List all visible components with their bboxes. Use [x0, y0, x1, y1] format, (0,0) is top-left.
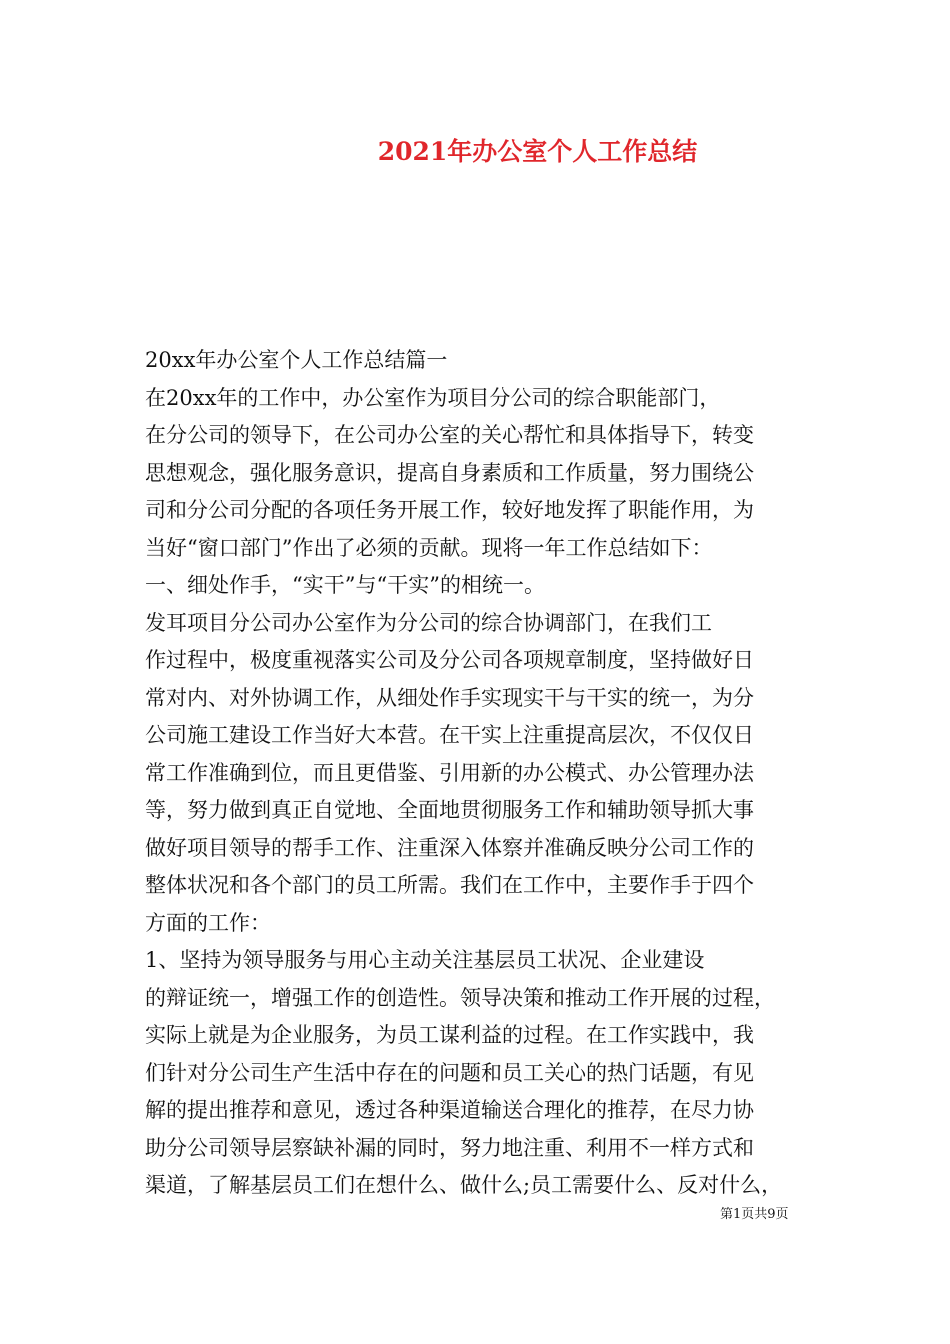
- list-item-line: 1、坚持为领导服务与用心主动关注基层员工状况、企业建设: [145, 948, 705, 972]
- paragraph-line: 常工作准确到位，而且更借鉴、引用新的办公模式、办公管理办法: [145, 760, 754, 785]
- paragraph-line: 实际上就是为企业服务，为员工谋利益的过程。在工作实践中，我: [145, 1023, 754, 1047]
- paragraph-line: 在分公司的领导下，在公司办公室的关心帮忙和具体指导下，转变: [145, 423, 754, 447]
- paragraph-line: 解的提出推荐和意见，透过各种渠道输送合理化的推荐，在尽力协: [145, 1098, 754, 1122]
- paragraph-line: 方面的工作：: [145, 910, 271, 935]
- paragraph-line: 公司施工建设工作当好大本营。在干实上注重提高层次，不仅仅日: [145, 723, 754, 747]
- paragraph-line: 在20xx年的工作中，办公室作为项目分公司的综合职能部门，: [145, 385, 721, 410]
- paragraph-line: 当好“窗口部门”作出了必须的贡献。现将一年工作总结如下：: [145, 535, 713, 560]
- page-number-footer: [720, 1203, 789, 1222]
- paragraph-line: 司和分公司分配的各项任务开展工作，较好地发挥了职能作用，为: [145, 498, 754, 522]
- paragraph-line: 渠道，了解基层员工们在想什么、做什么;员工需要什么、反对什么，: [145, 1173, 783, 1197]
- paragraph-line: 作过程中，极度重视落实公司及分公司各项规章制度，坚持做好日: [145, 648, 754, 672]
- document-body: [145, 342, 815, 1205]
- paragraph-line: 们针对分公司生产生活中存在的问题和员工关心的热门话题，有见: [145, 1060, 754, 1085]
- paragraph-line: 助分公司领导层察缺补漏的同时，努力地注重、利用不一样方式和: [145, 1135, 754, 1160]
- paragraph-line: 思想观念，强化服务意识，提高自身素质和工作质量，努力围绕公: [145, 460, 754, 485]
- paragraph-line: 整体状况和各个部门的员工所需。我们在工作中，主要作手于四个: [145, 873, 754, 897]
- document-title: [0, 132, 950, 168]
- page-number-text: 第1页共9页: [720, 1207, 789, 1222]
- paragraph-line: 做好项目领导的帮手工作、注重深入体察并准确反映分公司工作的: [145, 835, 754, 860]
- paragraph-line: 的辩证统一，增强工作的创造性。领导决策和推动工作开展的过程，: [145, 985, 775, 1010]
- document-title-text: 2021年办公室个人工作总结: [377, 137, 698, 166]
- section-heading: 20xx年办公室个人工作总结篇一: [145, 348, 448, 372]
- paragraph-line: 常对内、对外协调工作，从细处作手实现实干与干实的统一，为分: [145, 685, 754, 710]
- paragraph-line: 发耳项目分公司办公室作为分公司的综合协调部门，在我们工: [145, 610, 712, 635]
- subsection-heading: 一、细处作手，“实干”与“干实”的相统一。: [145, 573, 545, 597]
- paragraph-line: 等，努力做到真正自觉地、全面地贯彻服务工作和辅助领导抓大事: [145, 798, 754, 822]
